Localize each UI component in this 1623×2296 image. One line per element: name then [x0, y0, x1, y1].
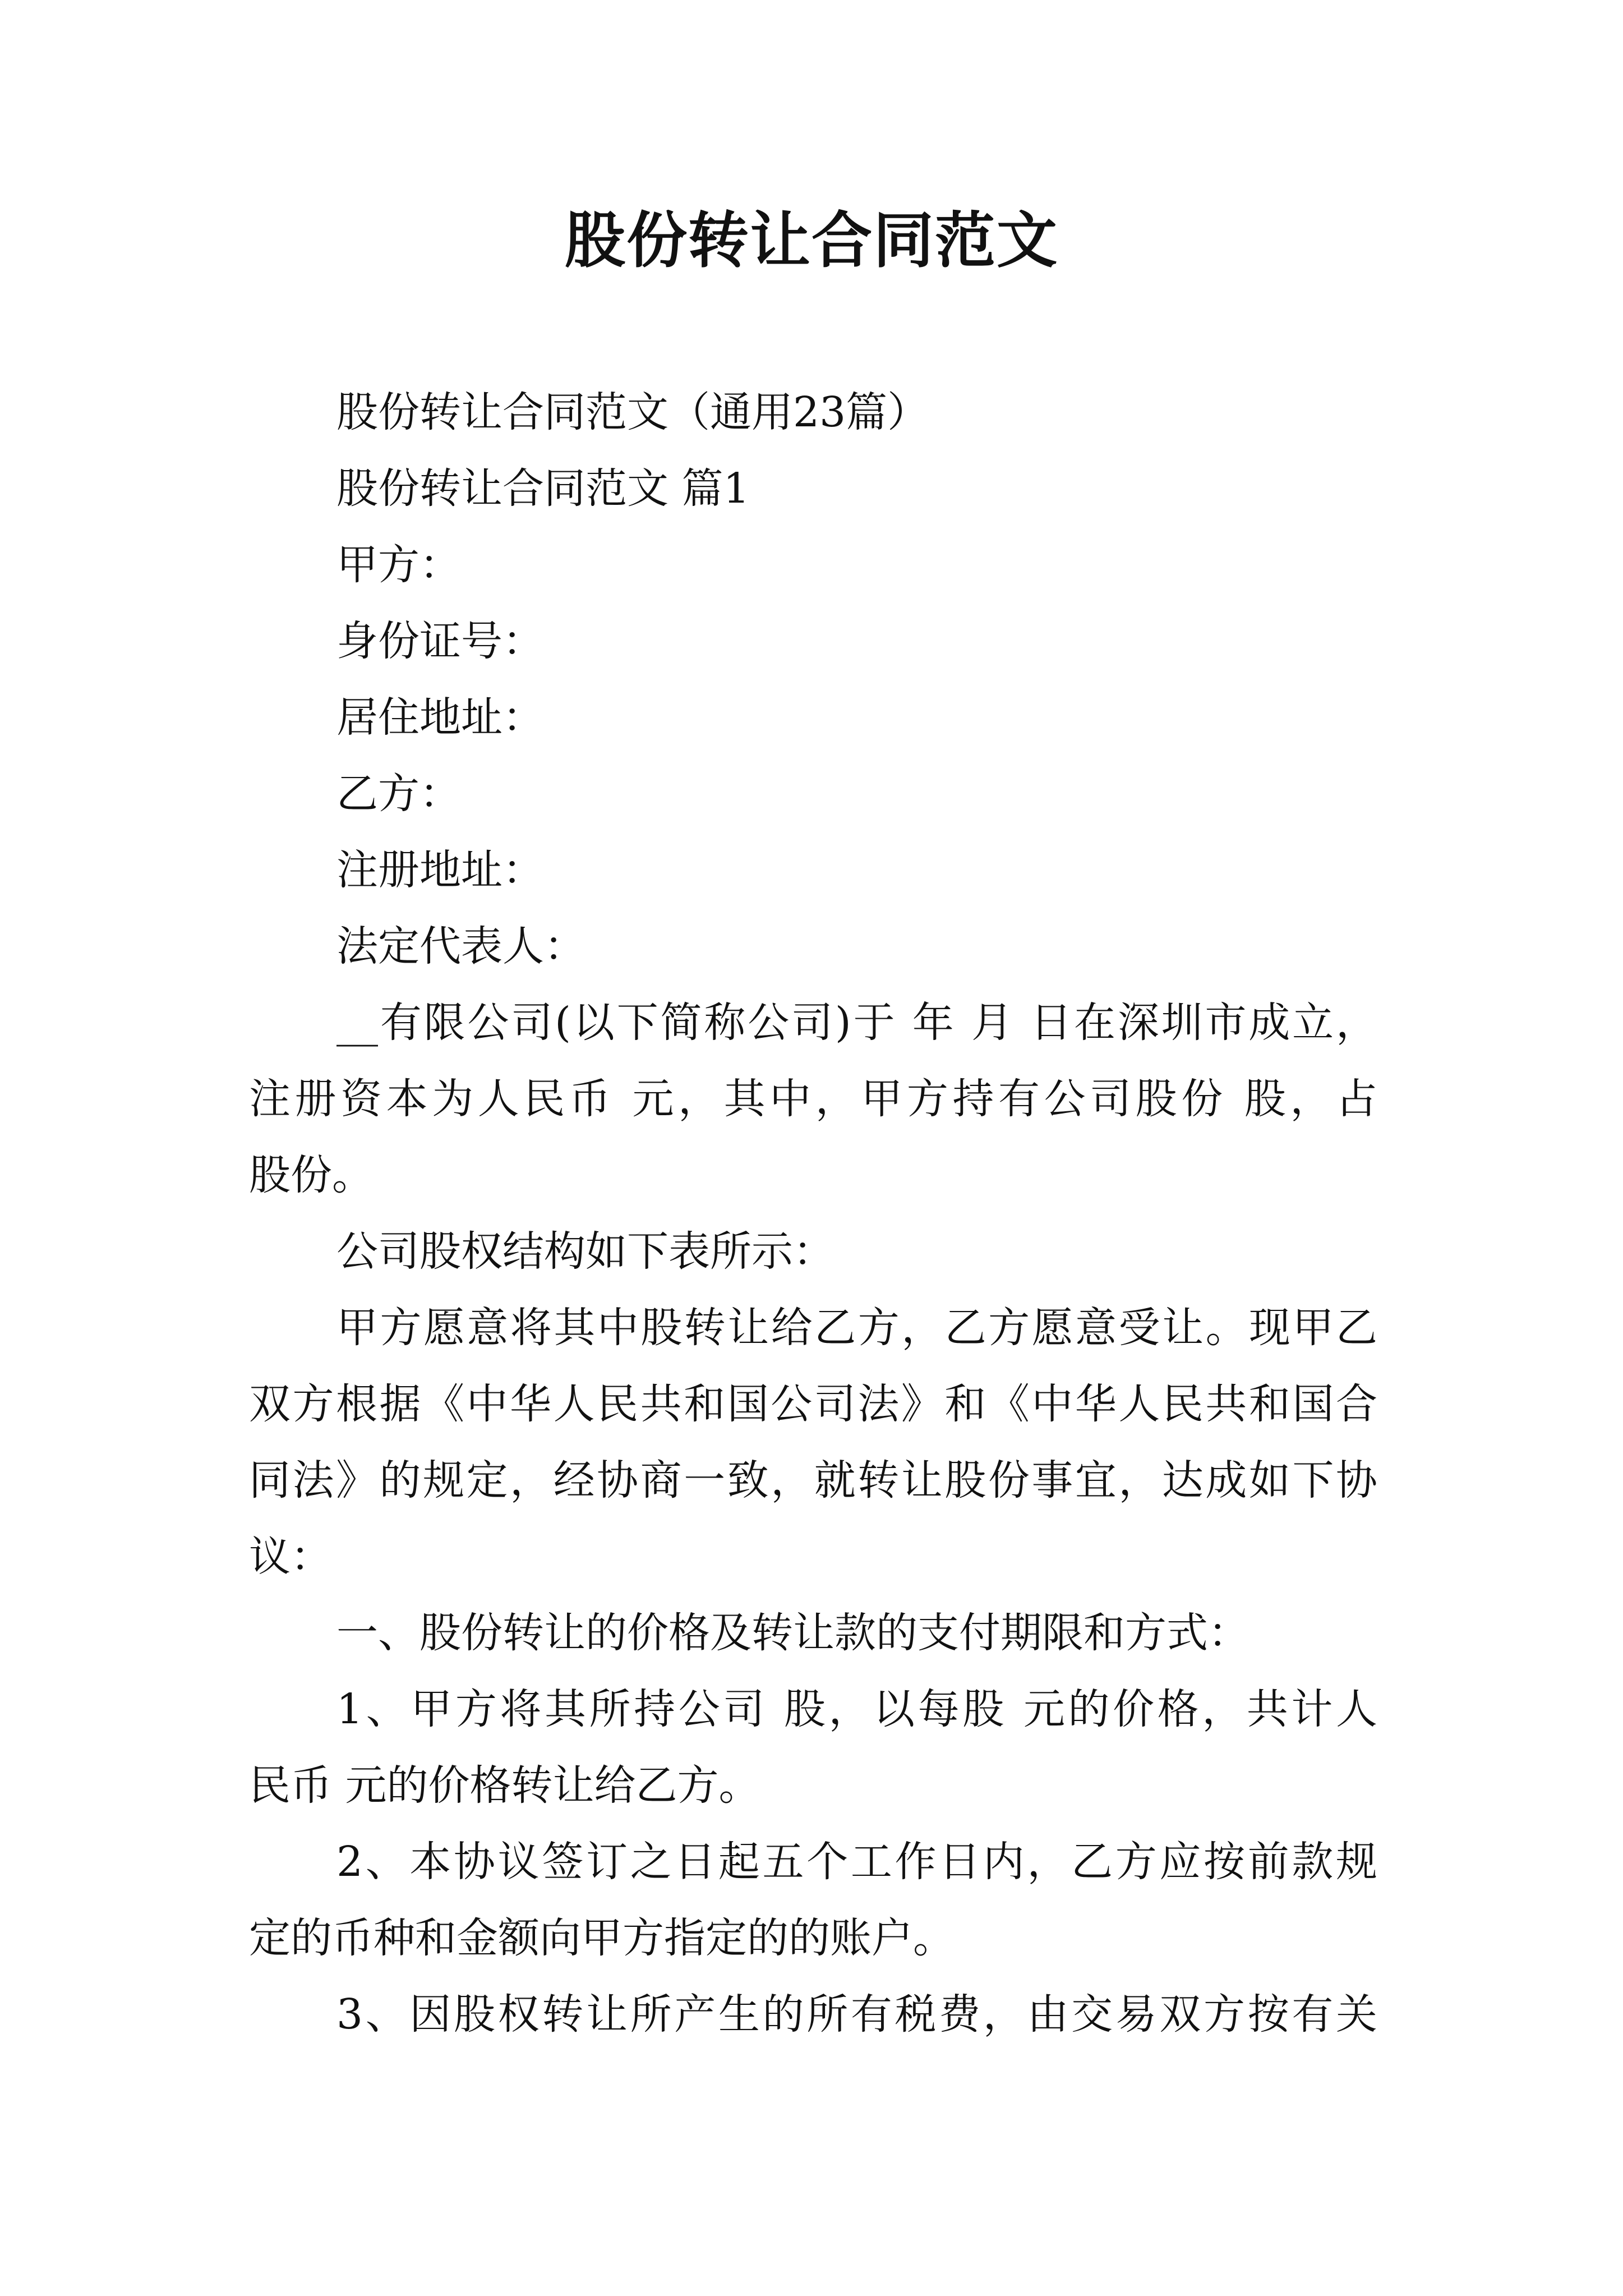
paragraph-line: 股份。 — [249, 1151, 374, 1199]
party-a-label: 甲方： — [336, 541, 461, 589]
paragraph-line: 注册资本为人民币 元，其中，甲方持有公司股份 股，占 — [249, 1075, 1377, 1123]
section-heading: 股份转让合同范文 篇1 — [336, 464, 750, 513]
paragraph-line: 同法》的规定，经协商一致，就转让股份事宜，达成如下协 — [249, 1456, 1377, 1504]
paragraph-line: 公司股权结构如下表所示： — [336, 1227, 834, 1276]
party-b-label: 乙方： — [336, 770, 461, 818]
paragraph-line: 议： — [249, 1533, 332, 1581]
paragraph-line: __有限公司(以下简称公司)于 年 月 日在深圳市成立， — [336, 999, 1377, 1047]
paragraph-line: 甲方愿意将其中股转让给乙方，乙方愿意受让。现甲乙 — [336, 1304, 1377, 1352]
id-number-label: 身份证号： — [336, 617, 544, 665]
clause-line: 3、因股权转让所产生的所有税费，由交易双方按有关 — [336, 1990, 1377, 2039]
address-label: 居住地址： — [336, 693, 544, 742]
paragraph-line: 双方根据《中华人民共和国公司法》和《中华人民共和国合 — [249, 1380, 1377, 1428]
clause-line: 2、本协议签订之日起五个工作日内，乙方应按前款规 — [336, 1838, 1377, 1886]
registered-address-label: 注册地址： — [336, 846, 544, 894]
document-title: 股份转让合同范文 — [564, 206, 1058, 276]
clause-line: 民币 元的价格转让给乙方。 — [249, 1761, 760, 1810]
clause-line: 定的币种和金额向甲方指定的的账户。 — [249, 1914, 955, 1962]
subtitle-line: 股份转让合同范文（通用23篇） — [336, 388, 929, 436]
clause-heading: 一、股份转让的价格及转让款的支付期限和方式： — [336, 1609, 1249, 1657]
clause-line: 1、甲方将其所持公司 股，以每股 元的价格，共计人 — [336, 1685, 1377, 1733]
legal-representative-label: 法定代表人： — [336, 922, 585, 970]
